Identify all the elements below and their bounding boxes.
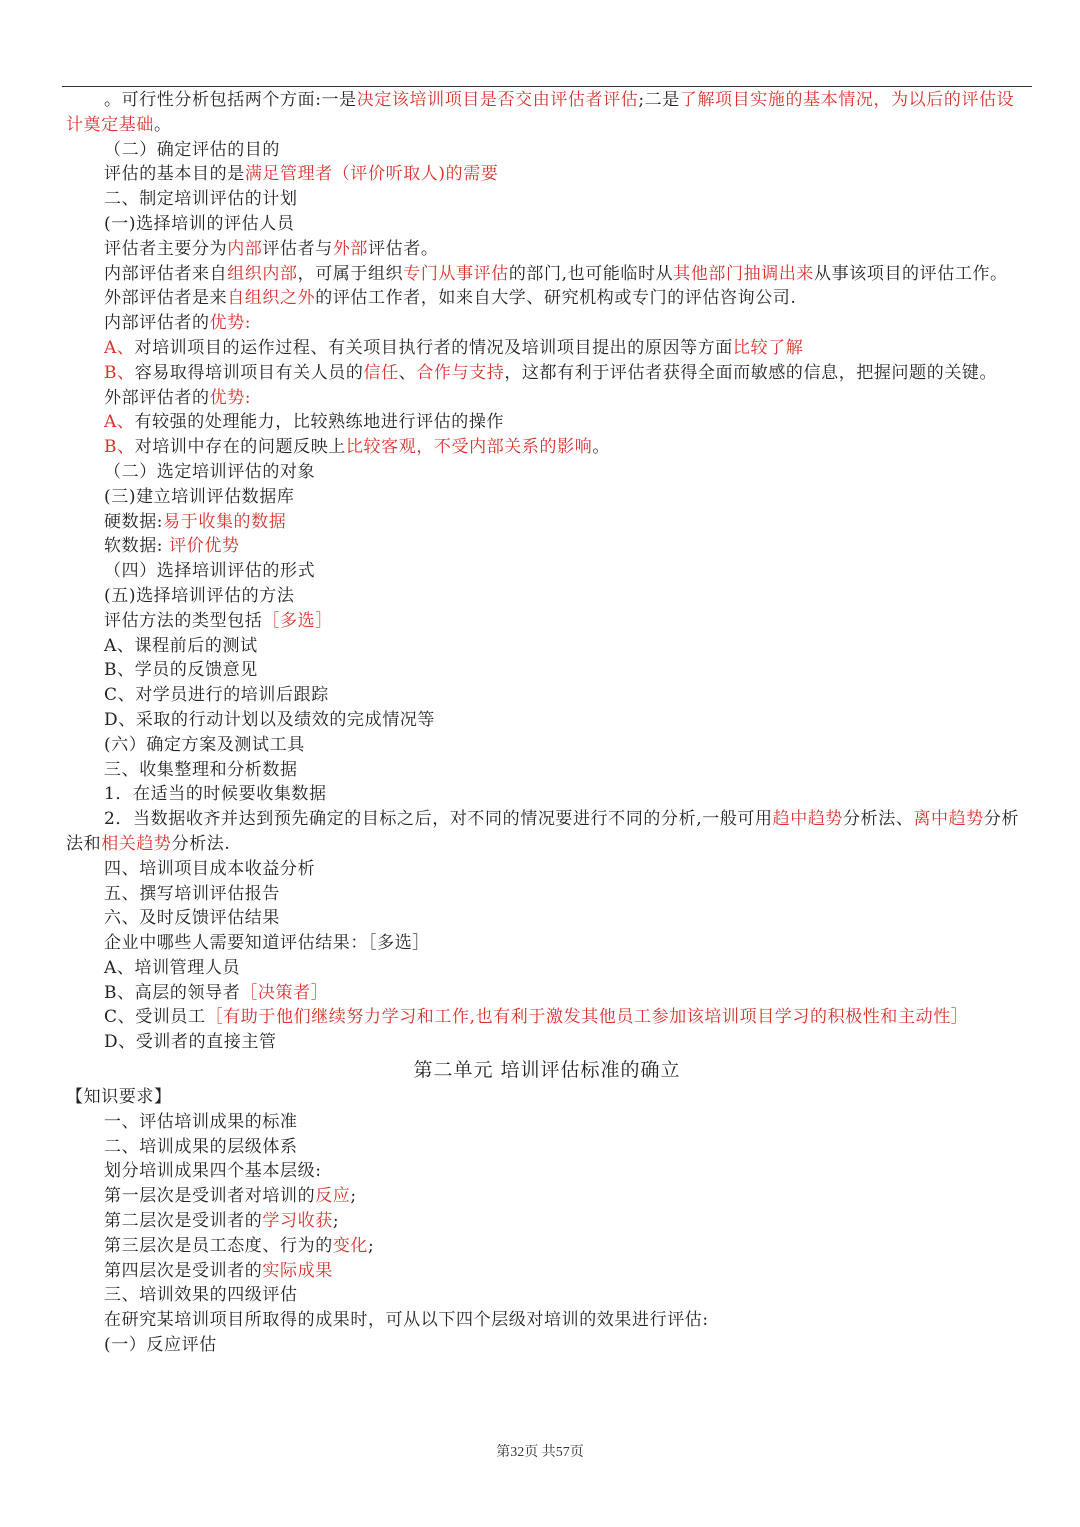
text-line bbox=[66, 1209, 1028, 1234]
text-line bbox=[66, 237, 1028, 262]
highlight-text: A、 bbox=[104, 337, 135, 358]
text-line bbox=[66, 1259, 1028, 1284]
highlight-text: 决定该培训项目是否交由评估者评估 bbox=[356, 90, 639, 110]
highlight-text: ［决策者］ bbox=[240, 982, 329, 1003]
text-line bbox=[66, 386, 1028, 411]
text-line bbox=[66, 361, 1028, 386]
header-rule bbox=[62, 86, 1032, 87]
text-span: ，这都有利于评估者获得全面而敏感的信息，把握问题的关键。 bbox=[504, 362, 998, 383]
highlight-text: A、 bbox=[104, 412, 135, 433]
text-span: 容易取得培训项目有关人员的 bbox=[134, 362, 364, 383]
text-span: (五)选择培训评估的方法 bbox=[104, 585, 295, 606]
text-span: 分析法. bbox=[171, 833, 231, 854]
text-line bbox=[66, 534, 1028, 559]
highlight-text: 实际成果 bbox=[262, 1260, 333, 1281]
highlight-text: 自组织之外 bbox=[227, 288, 316, 309]
document-body bbox=[66, 88, 1028, 1358]
highlight-text: 离中趋势 bbox=[913, 809, 984, 830]
section-two-text bbox=[66, 1085, 1028, 1358]
text-line bbox=[66, 882, 1028, 907]
highlight-text: 信任 bbox=[363, 362, 399, 383]
text-span: 划分培训成果四个基本层级: bbox=[104, 1161, 322, 1182]
highlight-text: 相关趋势 bbox=[101, 833, 172, 854]
text-line bbox=[66, 1135, 1028, 1160]
text-line bbox=[66, 1283, 1028, 1308]
text-span: 内部评估者来自 bbox=[104, 263, 228, 284]
text-span: (六）确定方案及测试工具 bbox=[104, 734, 305, 755]
highlight-text: B、 bbox=[104, 362, 135, 383]
highlight-text: ［有助于他们继续努力学习和工作,也有利于激发其他员工参加该培训项目学习的积极性和主动性］ bbox=[205, 1007, 969, 1028]
unit-title: 第二单元 培训评估标准的确立 bbox=[413, 1059, 681, 1082]
text-line bbox=[66, 187, 1028, 212]
text-span: （四）选择培训评估的形式 bbox=[104, 561, 316, 582]
text-span: ，可属于组织 bbox=[297, 263, 404, 284]
text-span: A、课程前后的测试 bbox=[104, 635, 258, 656]
text-span: 【知识要求】 bbox=[66, 1087, 172, 1108]
text-span: 的部门,也可能临时从 bbox=[508, 263, 674, 284]
text-span: 评估的基本目的是 bbox=[104, 164, 245, 185]
text-line bbox=[66, 857, 1028, 882]
text-span: (一)选择培训的评估人员 bbox=[104, 213, 295, 234]
text-span: 一、评估培训成果的标准 bbox=[104, 1111, 298, 1132]
text-line bbox=[66, 584, 1028, 609]
text-line bbox=[66, 286, 1028, 311]
highlight-text: 专门从事评估 bbox=[403, 263, 509, 284]
highlight-text: 组织内部 bbox=[227, 263, 298, 284]
text-span: 三、培训效果的四级评估 bbox=[104, 1285, 298, 1306]
highlight-text: 合作与支持 bbox=[416, 362, 505, 383]
text-span: 分析法、 bbox=[843, 809, 914, 830]
text-span: 四、培训项目成本收益分析 bbox=[104, 858, 316, 879]
text-line bbox=[66, 658, 1028, 683]
text-span: 在研究某培训项目所取得的成果时，可从以下四个层级对培训的效果进行评估: bbox=[104, 1310, 709, 1331]
text-span: 五、撰写培训评估报告 bbox=[104, 883, 280, 904]
text-span: (一）反应评估 bbox=[104, 1335, 217, 1356]
text-span: 评估者。 bbox=[368, 238, 439, 259]
text-span: 对培训项目的运作过程、有关项目执行者的情况及培训项目提出的原因等方面 bbox=[134, 337, 733, 358]
text-line bbox=[66, 1308, 1028, 1333]
text-span: A、培训管理人员 bbox=[104, 957, 241, 978]
highlight-text: 变化 bbox=[332, 1235, 369, 1256]
text-span: 第三层次是员工态度、行为的 bbox=[104, 1235, 333, 1256]
highlight-text: 优势: bbox=[209, 313, 252, 334]
highlight-text: 评价优势 bbox=[169, 536, 240, 557]
text-line bbox=[66, 1184, 1028, 1209]
text-line bbox=[66, 1333, 1028, 1358]
highlight-text: 外部 bbox=[332, 238, 369, 259]
text-span: 1．在适当的时候要收集数据 bbox=[104, 784, 327, 805]
text-span: 评估者与 bbox=[262, 238, 333, 259]
text-span: 硬数据: bbox=[104, 511, 164, 532]
text-span: 评估方法的类型包括 bbox=[104, 610, 263, 631]
text-span: 外部评估者是来 bbox=[104, 288, 228, 309]
highlight-text: 学习收获 bbox=[262, 1211, 333, 1232]
text-span: D、采取的行动计划以及绩效的完成情况等 bbox=[104, 709, 436, 730]
text-span: B、高层的领导者 bbox=[104, 982, 241, 1003]
highlight-text: 易于收集的数据 bbox=[163, 511, 287, 532]
text-span: 第一层次是受训者对培训的 bbox=[104, 1186, 316, 1207]
text-span: (三)建立培训评估数据库 bbox=[104, 486, 295, 507]
text-span: 内部评估者的 bbox=[104, 313, 210, 334]
text-span: 2．当数据收齐并达到预先确定的目标之后，对不同的情况要进行不同的分析,一般可用 bbox=[104, 809, 773, 830]
text-span: 第四层次是受训者的 bbox=[104, 1260, 263, 1281]
text-span: C、受训员工 bbox=[104, 1007, 206, 1028]
text-span: 、 bbox=[398, 362, 417, 383]
highlight-text: 比较客观，不受内部关系的影响 bbox=[345, 437, 593, 458]
text-span: 从事该项目的评估工作。 bbox=[814, 263, 1008, 284]
text-line bbox=[66, 212, 1028, 237]
text-line bbox=[66, 460, 1028, 485]
text-line bbox=[66, 410, 1028, 435]
text-span: （二）确定评估的目的 bbox=[104, 139, 280, 160]
text-line bbox=[66, 906, 1028, 931]
text-span: 。可行性分析包括两个方面:一是 bbox=[104, 90, 357, 110]
text-span: 软数据: bbox=[104, 536, 170, 557]
text-span: ; bbox=[332, 1211, 340, 1232]
text-line bbox=[66, 1085, 1028, 1110]
highlight-text: 反应 bbox=[315, 1186, 351, 1207]
highlight-text: ［多选］ bbox=[262, 610, 333, 631]
text-line bbox=[66, 162, 1028, 187]
text-line bbox=[66, 1030, 1028, 1055]
text-span: 企业中哪些人需要知道评估结果：［多选］ bbox=[104, 933, 430, 954]
text-span: B、学员的反馈意见 bbox=[104, 660, 258, 681]
text-line bbox=[66, 758, 1028, 783]
text-line bbox=[66, 1005, 1028, 1030]
text-line bbox=[66, 683, 1028, 708]
text-line bbox=[66, 708, 1028, 733]
text-span: ; bbox=[368, 1235, 375, 1256]
text-line bbox=[66, 262, 1028, 287]
text-span: 对培训中存在的问题反映上 bbox=[134, 437, 346, 458]
text-line bbox=[66, 609, 1028, 634]
text-line bbox=[66, 435, 1028, 460]
text-span: 。 bbox=[592, 437, 610, 458]
text-span: 有较强的处理能力，比较熟练地进行评估的操作 bbox=[134, 412, 505, 433]
text-line bbox=[66, 1159, 1028, 1184]
text-span: 分析法和 bbox=[66, 809, 1020, 854]
text-line bbox=[66, 510, 1028, 535]
text-line bbox=[66, 931, 1028, 956]
text-span: ; bbox=[350, 1186, 357, 1207]
text-line bbox=[66, 956, 1028, 981]
text-line bbox=[66, 1234, 1028, 1259]
text-span: 外部评估者的 bbox=[104, 387, 210, 408]
text-span: ;二是 bbox=[638, 90, 680, 110]
text-span: 二、培训成果的层级体系 bbox=[104, 1136, 298, 1157]
highlight-text: 比较了解 bbox=[732, 337, 804, 358]
text-span: 的评估工作者，如来自大学、研究机构或专门的评估咨询公司. bbox=[315, 288, 797, 309]
text-line bbox=[66, 138, 1028, 163]
text-span: 六、及时反馈评估结果 bbox=[104, 908, 280, 929]
highlight-text: 了解项目实施的基本情况，为以后的评估设计奠定基础 bbox=[66, 90, 1015, 135]
text-line bbox=[66, 559, 1028, 584]
page-footer: 第32页 共57页 bbox=[496, 1445, 584, 1460]
section-one-text bbox=[66, 88, 1028, 1055]
text-line bbox=[66, 733, 1028, 758]
text-line bbox=[66, 807, 1028, 857]
text-line bbox=[66, 634, 1028, 659]
text-span: 第二层次是受训者的 bbox=[104, 1211, 263, 1232]
text-span: D、受训者的直接主管 bbox=[104, 1032, 277, 1053]
text-span: 。 bbox=[154, 114, 172, 135]
text-line bbox=[66, 485, 1028, 510]
highlight-text: 满足管理者（评价听取人)的需要 bbox=[244, 164, 499, 185]
text-span: 二、制定培训评估的计划 bbox=[104, 189, 298, 210]
highlight-text: 内部 bbox=[227, 238, 263, 259]
text-line bbox=[66, 311, 1028, 336]
text-line bbox=[66, 88, 1028, 138]
text-span: C、对学员进行的培训后跟踪 bbox=[104, 685, 329, 706]
highlight-text: B、 bbox=[104, 437, 135, 458]
text-line bbox=[66, 1110, 1028, 1135]
text-span: 评估者主要分为 bbox=[104, 238, 228, 259]
highlight-text: 趋中趋势 bbox=[772, 809, 844, 830]
highlight-text: 优势: bbox=[209, 387, 252, 408]
highlight-text: 其他部门抽调出来 bbox=[673, 263, 815, 284]
text-line bbox=[66, 981, 1028, 1006]
text-span: （二）选定培训评估的对象 bbox=[104, 461, 316, 482]
text-line bbox=[66, 336, 1028, 361]
text-line bbox=[66, 782, 1028, 807]
text-span: 三、收集整理和分析数据 bbox=[104, 759, 298, 780]
